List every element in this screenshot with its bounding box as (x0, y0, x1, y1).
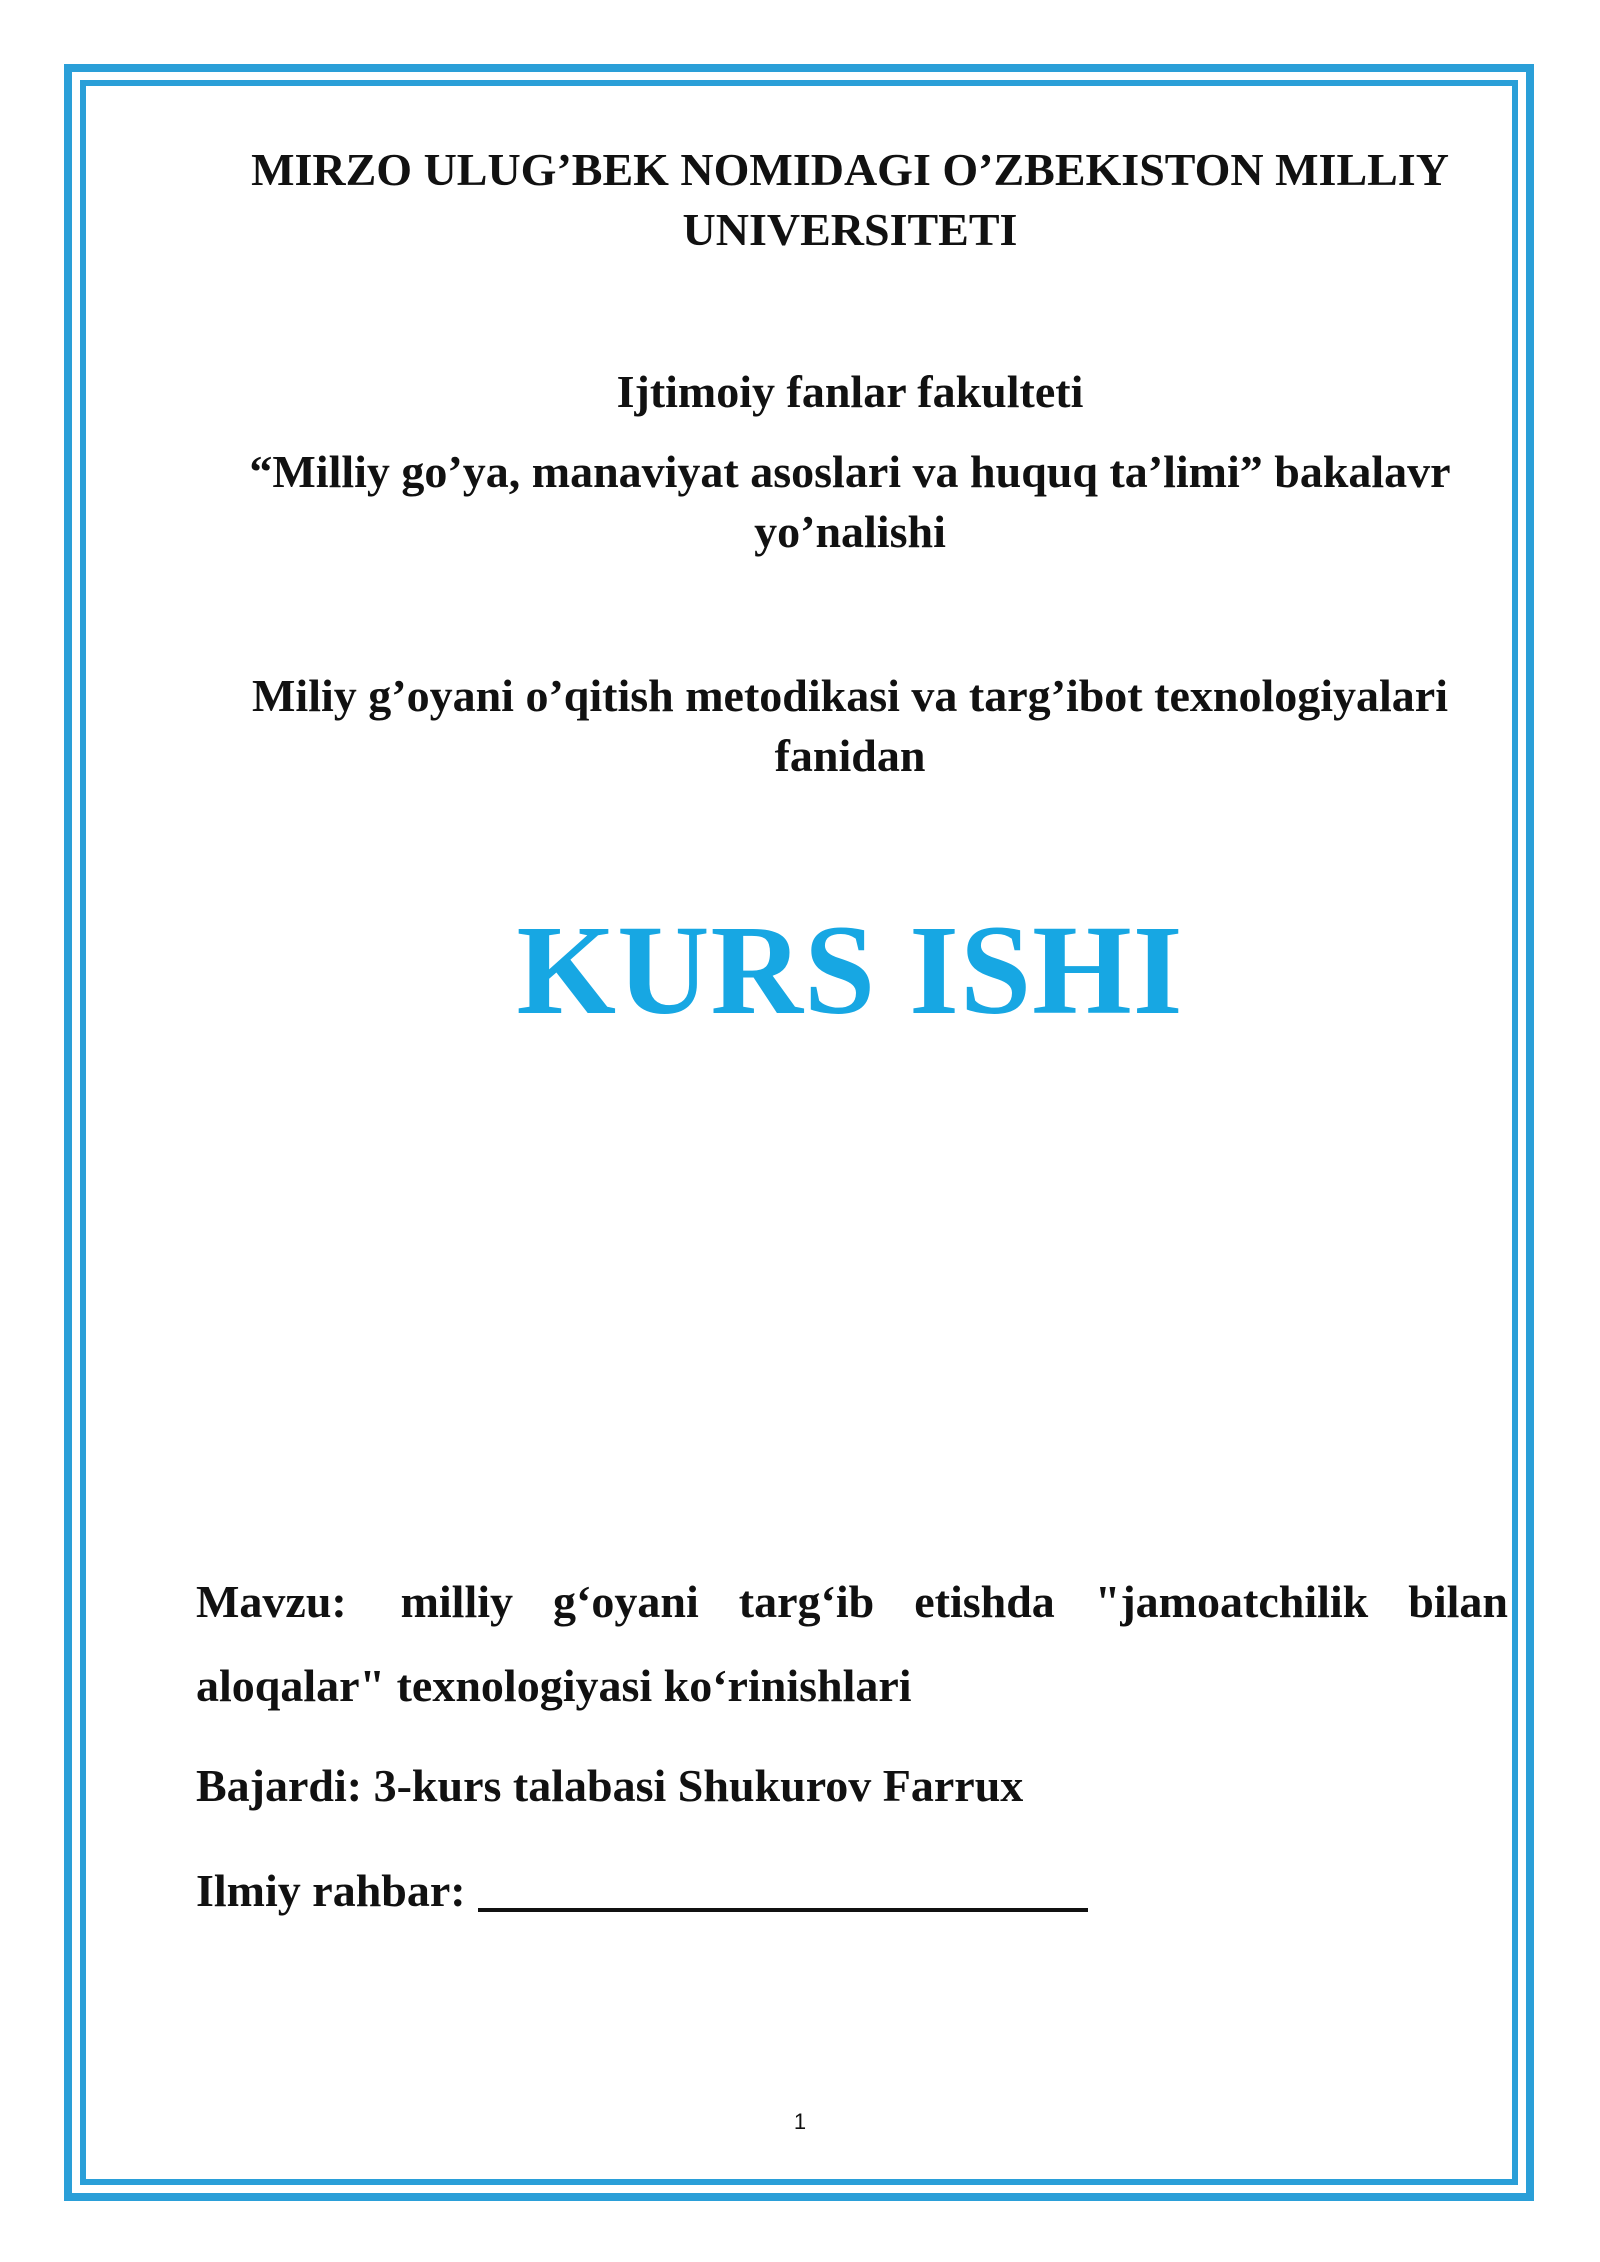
subject-name: Miliy g’oyani o’qitish metodikasi va targ’ibot texnologiyalari fanidan (252, 670, 1448, 781)
topic-label: Mavzu: (196, 1576, 347, 1627)
document-title: KURS ISHI (516, 899, 1184, 1041)
topic-value: milliy g‘oyani targ‘ib etishda "jamoatchilik bilan aloqalar" texnologiyasi ko‘rinishlari (196, 1576, 1508, 1711)
advisor-label: Ilmiy rahbar: (196, 1865, 466, 1916)
faculty-name: Ijtimoiy fanlar fakulteti (616, 366, 1084, 417)
advisor-signature-blank (478, 1868, 1088, 1912)
performer-line (196, 1756, 1023, 1816)
page-number: 1 (793, 2109, 807, 2134)
advisor-line (196, 1861, 1088, 1921)
topic-block (196, 1560, 1508, 1728)
performer-label: Bajardi: (196, 1760, 363, 1811)
performer-value: 3-kurs talabasi Shukurov Farrux (373, 1760, 1024, 1811)
university-name: MIRZO ULUG’BEK NOMIDAGI O’ZBEKISTON MILLIY UNIVERSITETI (251, 144, 1449, 255)
study-direction: “Milliy go’ya, manaviyat asoslari va huquq ta’limi” bakalavr yo’nalishi (249, 446, 1451, 557)
